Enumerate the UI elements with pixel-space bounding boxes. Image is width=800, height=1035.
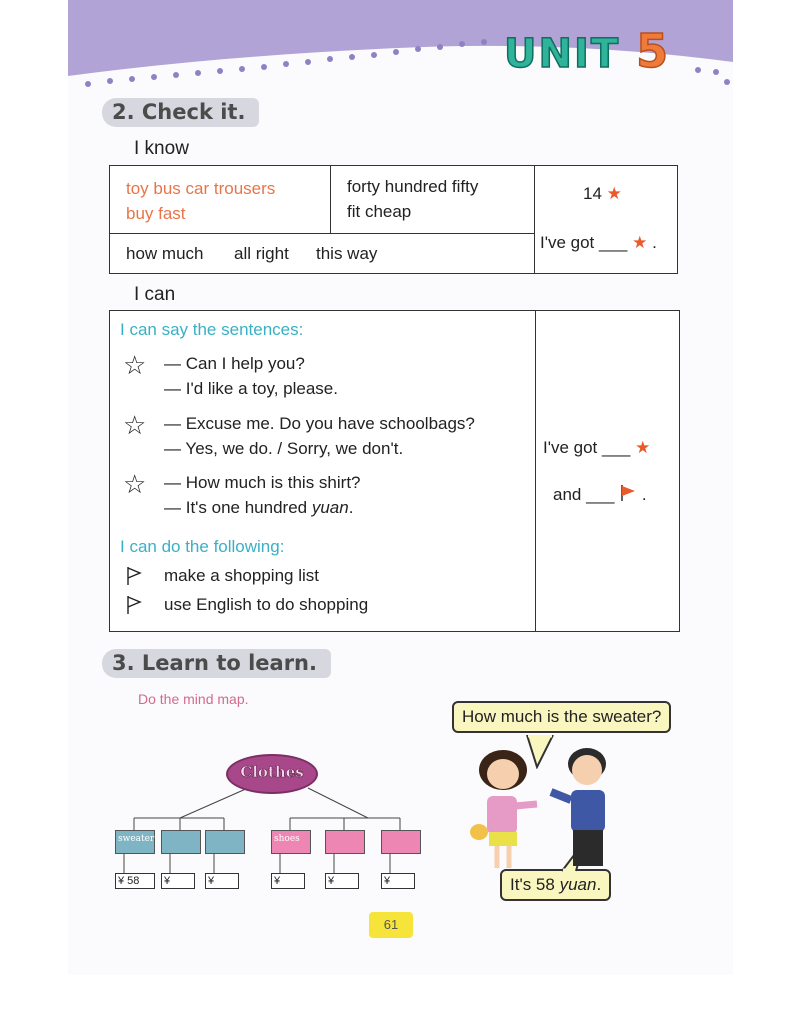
mind-map-center-label: Clothes: [240, 763, 304, 781]
table-divider: [535, 311, 536, 631]
flag-icon: [126, 595, 142, 615]
vocab-col2-line2: fit cheap: [347, 202, 412, 221]
dialogue-2-line1: — Excuse me. Do you have schoolbags?: [164, 414, 475, 433]
price-box: ¥: [161, 873, 195, 889]
i-can-label: I can: [134, 284, 176, 305]
price-box: ¥ 58: [115, 873, 155, 889]
mind-map-box-blue: [161, 830, 201, 854]
speech-bubble-question: How much is the sweater?: [452, 701, 671, 733]
phrase-this-way: this way: [316, 244, 378, 263]
mind-map-box-pink: [381, 830, 421, 854]
vocab-col1-line2: buy fast: [126, 204, 186, 223]
answer-suffix: .: [596, 875, 602, 894]
mind-map-box-label: [326, 831, 364, 834]
price-box: ¥: [325, 873, 359, 889]
dialogue-1-line2: — I'd like a toy, please.: [164, 379, 338, 398]
phrase-all-right: all right: [234, 244, 289, 263]
mind-map-box-label: [206, 831, 244, 834]
star-icon: ★: [635, 438, 651, 457]
unit-title: [504, 24, 670, 78]
star-icon: ★: [606, 184, 622, 203]
i-know-score: I've got ___ ★ .: [540, 233, 657, 252]
outline-star-icon: ☆: [123, 469, 147, 499]
task-1: make a shopping list: [164, 566, 319, 585]
red-flag-icon: [619, 484, 637, 502]
star-icon: ★: [632, 233, 648, 252]
children-illustration: [463, 742, 643, 882]
mind-map-instruction: Do the mind map.: [138, 691, 249, 707]
mind-map-box-label: [382, 831, 420, 834]
score-count: [583, 181, 622, 206]
table-divider: [110, 233, 534, 234]
mind-map-box-blue: [205, 830, 245, 854]
price-box: ¥: [205, 873, 239, 889]
mind-map-box-label: sweater: [118, 834, 155, 844]
i-know-label: I know: [134, 138, 189, 159]
mind-map-box-pink: [271, 830, 311, 854]
price-box: ¥: [271, 873, 305, 889]
and-text: and ___: [553, 485, 615, 504]
unit-number: 5: [636, 24, 671, 78]
score-count-value: 14: [583, 184, 602, 203]
dialogue-3-line2-italic: yuan: [311, 498, 349, 517]
do-following-heading: I can do the following:: [120, 537, 285, 556]
mind-map-box-blue: [115, 830, 155, 854]
i-can-score-flags: and ___ .: [553, 485, 647, 504]
table-divider: [330, 166, 331, 233]
dialogue-3-line1: — How much is this shirt?: [164, 473, 361, 492]
dialogue-2-line2: — Yes, we do. / Sorry, we don't.: [164, 439, 404, 458]
dialogue-1-line1: — Can I help you?: [164, 354, 305, 373]
outline-star-icon: ☆: [123, 410, 147, 440]
answer-italic: yuan: [559, 875, 597, 894]
i-can-score-stars: [543, 435, 650, 460]
outline-star-icon: ☆: [123, 350, 147, 380]
task-2: use English to do shopping: [164, 595, 369, 614]
page-number: 61: [369, 912, 413, 938]
section-3-heading: 3. Learn to learn.: [102, 649, 331, 678]
ive-got-text: I've got ___: [543, 438, 631, 457]
answer-prefix: It's 58: [510, 875, 560, 894]
vocab-col2-line1: forty hundred fifty: [347, 177, 479, 196]
phrase-how-much: how much: [126, 244, 204, 263]
mind-map-center: [226, 754, 318, 794]
mind-map-box-label: shoes: [274, 834, 300, 844]
table-divider: [534, 166, 535, 273]
vocab-col1-line1: toy bus car trousers: [126, 179, 276, 198]
mind-map-box-label: [162, 831, 200, 834]
dialogue-3-line2-prefix: — It's one hundred: [164, 498, 312, 517]
ive-got-text: I've got ___: [540, 233, 628, 252]
unit-word: UNIT: [504, 31, 621, 77]
flag-icon: [126, 566, 142, 586]
price-box: ¥: [381, 873, 415, 889]
dialogue-3-line2-suffix: .: [348, 498, 354, 517]
textbook-page: [68, 0, 733, 975]
dialogue-3-line2: [164, 495, 353, 520]
mind-map-box-pink: [325, 830, 365, 854]
section-2-heading: 2. Check it.: [102, 98, 259, 127]
say-sentences-heading: I can say the sentences:: [120, 320, 304, 339]
